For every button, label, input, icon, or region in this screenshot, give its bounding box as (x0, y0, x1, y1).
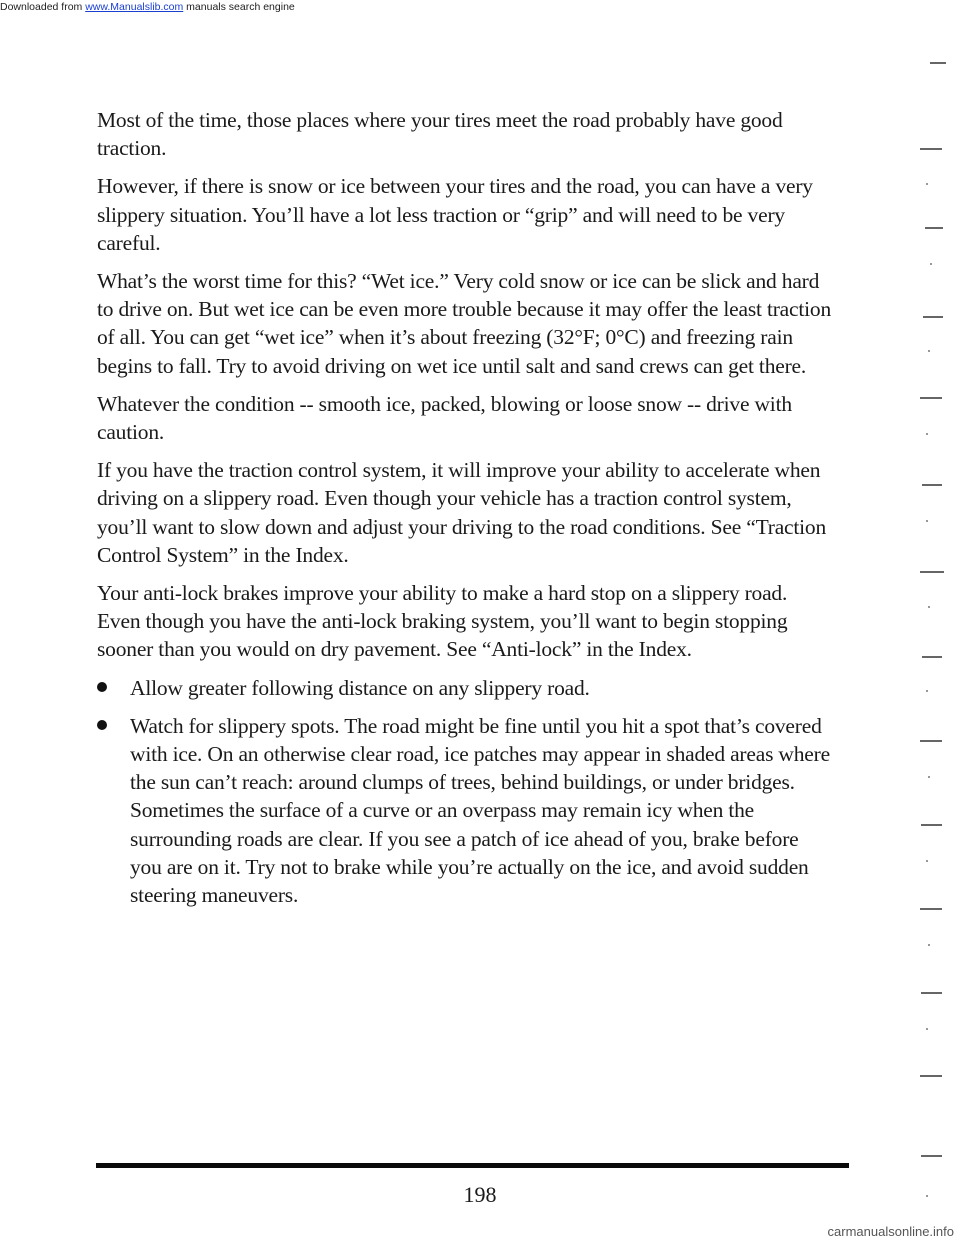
manualslib-link[interactable]: www.Manualslib.com (85, 1, 184, 13)
watermark-text: carmanualsonline.info (827, 1224, 954, 1239)
list-item-text: Watch for slippery spots. The road might be fine until you hit a spot that’s covered with ice. On an otherwise clear road, ice patches may appear in shaded areas where the sun can’t reach: around clumps of trees, behind buildings, or under bridges. Sometimes the surface of a curve or an overpass may remain icy when the surrounding roads are clear. If you see a patch of ice ahead of you, brake before you are on it. Try not to brake while you’re actually on the ice, and avoid sudden steering maneuvers. (130, 713, 830, 908)
paragraph-wet-ice: What’s the worst time for this? “Wet ice.” Very cold snow or ice can be slick and hard to drive on. But wet ice can be even more trouble because it may offer the least traction of all. You can get “wet ice” when it’s about freezing (32°F; 0°C) and freezing rain begins to fall. Try to avoid driving on wet ice until salt and sand crews can get there. (97, 269, 832, 378)
list-item-text: Allow greater following distance on any slippery road. (130, 675, 590, 700)
paragraph-caution: Whatever the condition -- smooth ice, packed, blowing or loose snow -- drive with caution. (97, 391, 792, 445)
tips-list (97, 674, 832, 910)
paragraph-traction: Most of the time, those places where your tires meet the road probably have good traction. (97, 108, 783, 161)
paragraph-traction-control: If you have the traction control system, it will improve your ability to accelerate when driving on a slippery road. Even though your vehicle has a traction control system, you’ll want to slow down and adjust your driving to the road conditions. See “Traction Control System” in the Index. (97, 458, 827, 567)
banner-suffix: manuals search engine (183, 1, 295, 13)
list-item (97, 712, 832, 909)
footer-rule (96, 1163, 849, 1168)
download-banner (0, 0, 960, 14)
bullet-icon (97, 682, 107, 692)
paragraph-anti-lock: Your anti-lock brakes improve your ability to make a hard stop on a slippery road. Even though you have the anti-lock braking system, you’ll want to begin stopping sooner than you would on dry pavement. See “Anti-lock” in the Index. (97, 581, 788, 662)
page-number: 198 (463, 1182, 497, 1207)
paragraph-snow-ice: However, if there is snow or ice between your tires and the road, you can have a very slippery situation. You’ll have a lot less traction or “grip” and will need to be very careful. (97, 174, 813, 255)
page-content (97, 106, 832, 919)
banner-prefix: Downloaded from (0, 1, 86, 13)
bullet-icon (97, 720, 107, 730)
list-item (97, 674, 832, 702)
